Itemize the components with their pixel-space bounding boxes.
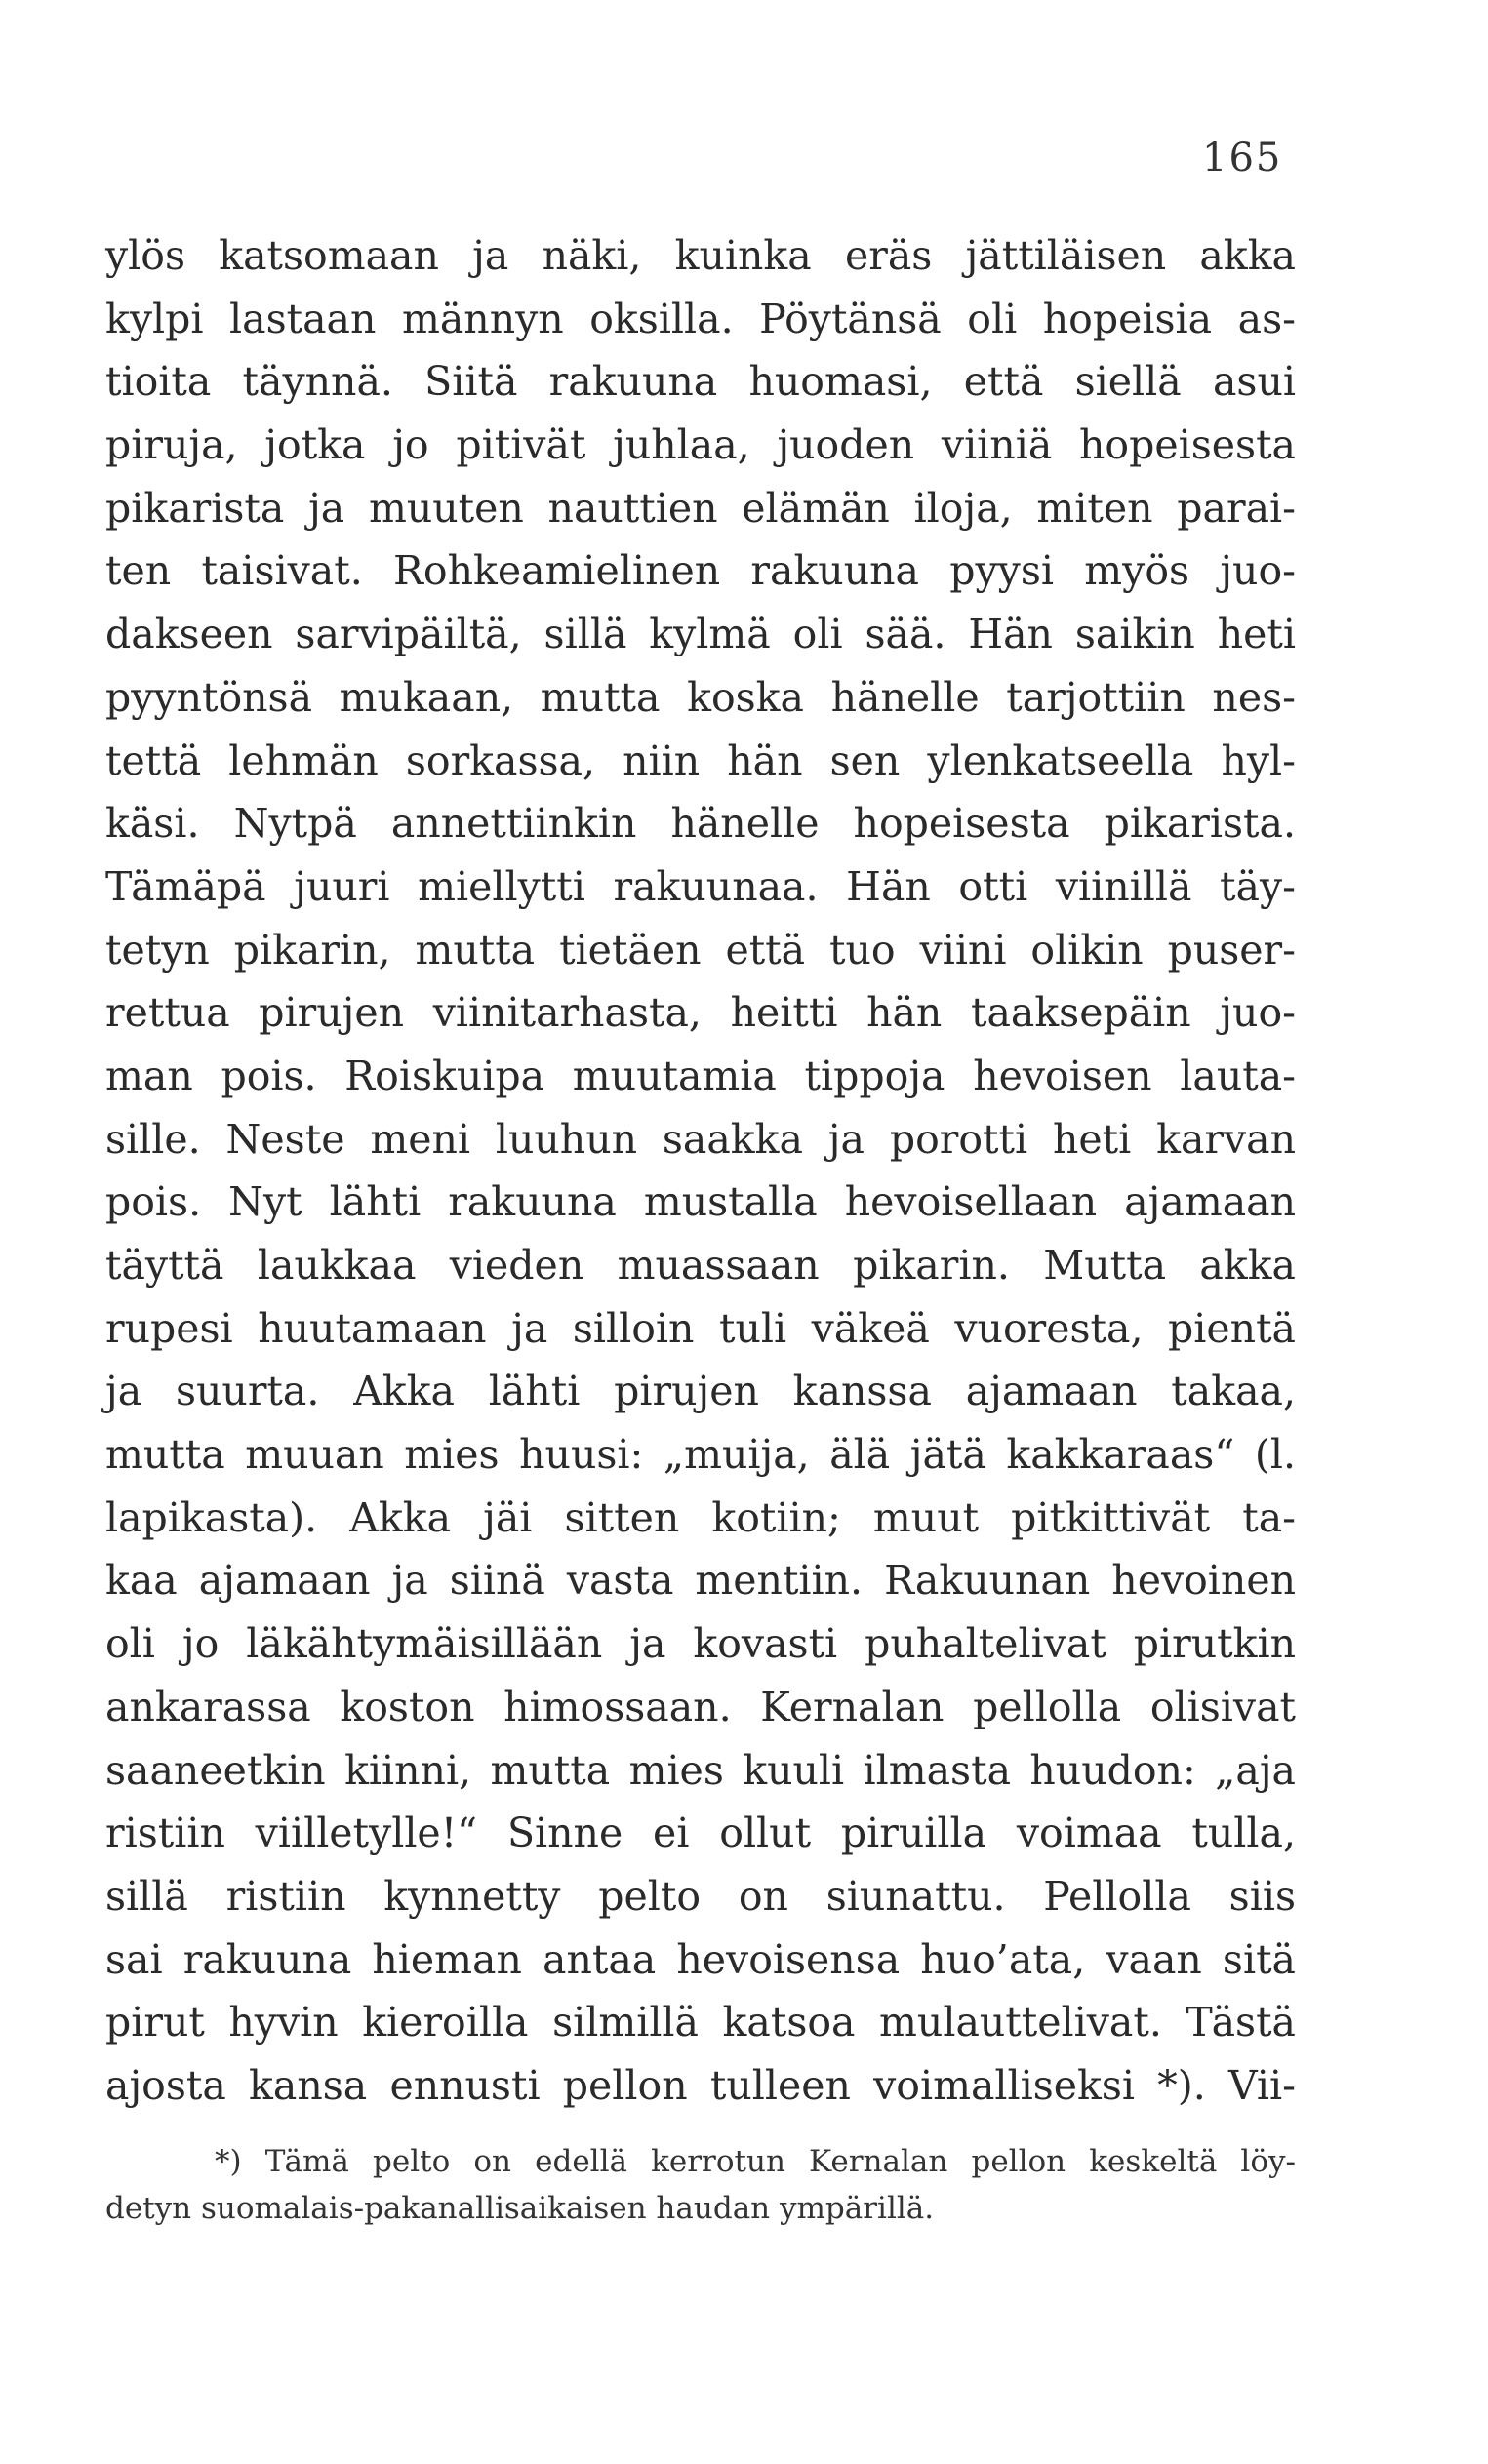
text-line: tetyn pikarin, mutta tietäen että tuo viini olikin puser- (105, 926, 1296, 974)
text-line: sille. Neste meni luuhun saakka ja porotti heti karvan (105, 1115, 1296, 1163)
text-line: pois. Nyt lähti rakuuna mustalla hevoisellaan ajamaan (105, 1178, 1296, 1226)
text-line: saaneetkin kiinni, mutta mies kuuli ilmasta huudon: „aja (105, 1746, 1296, 1794)
text-line: rettua pirujen viinitarhasta, heitti hän taaksepäin juo- (105, 989, 1296, 1037)
footnote (105, 2138, 1296, 2232)
text-line: ankarassa koston himossaan. Kernalan pellolla olisivat (105, 1683, 1296, 1730)
text-line: ylös katsomaan ja näki, kuinka eräs jättiläisen akka (105, 232, 1296, 279)
footnote-line: detyn suomalais-pakanallisaikaisen haudan ympärillä. (105, 2191, 935, 2226)
text-line: Tämäpä juuri miellytti rakuunaa. Hän otti viinillä täy- (105, 862, 1296, 910)
text-line: pyyntönsä mukaan, mutta koska hänelle tarjottiin nes- (105, 673, 1296, 721)
text-line: pirut hyvin kieroilla silmillä katsoa mulauttelivat. Tästä (105, 1999, 1296, 2047)
text-line: sai rakuuna hieman antaa hevoisensa huo’ata, vaan sitä (105, 1935, 1296, 1983)
text-line: man pois. Roiskuipa muutamia tippoja hevoisen lauta- (105, 1052, 1296, 1099)
footnote-line: *) Tämä pelto on edellä kerrotun Kernalan pellon keskeltä löy- (215, 2144, 1296, 2179)
text-line: ristiin viilletylle!“ Sinne ei ollut piruilla voimaa tulla, (105, 1809, 1296, 1857)
text-line: pikarista ja muuten nauttien elämän iloja, miten parai- (105, 484, 1296, 532)
text-line: tettä lehmän sorkassa, niin hän sen ylenkatseella hyl- (105, 736, 1296, 784)
text-line: tioita täynnä. Siitä rakuuna huomasi, että siellä asui (105, 358, 1296, 406)
text-line: oli jo läkähtymäisillään ja kovasti puhaltelivat pirutkin (105, 1620, 1296, 1668)
text-line: kaa ajamaan ja siinä vasta mentiin. Rakuunan hevoinen (105, 1557, 1296, 1605)
text-line: lapikasta). Akka jäi sitten kotiin; muut pitkittivät ta- (105, 1493, 1296, 1541)
text-line: ajosta kansa ennusti pellon tulleen voimalliseksi *). Vii- (105, 2061, 1296, 2109)
page-number: 165 (1202, 136, 1283, 180)
body-text (105, 224, 1296, 2118)
text-line: ten taisivat. Rohkeamielinen rakuuna pyysi myös juo- (105, 547, 1296, 595)
text-line: mutta muuan mies huusi: „muija, älä jätä kakkaraas“ (l. (105, 1431, 1296, 1479)
text-line: kylpi lastaan männyn oksilla. Pöytänsä oli hopeisia as- (105, 295, 1296, 342)
text-line: täyttä laukkaa vieden muassaan pikarin. Mutta akka (105, 1242, 1296, 1289)
text-line: dakseen sarvipäiltä, sillä kylmä oli sää. Hän saikin heti (105, 611, 1296, 658)
text-line: käsi. Nytpä annettiinkin hänelle hopeisesta pikarista. (105, 800, 1296, 848)
text-line: piruja, jotka jo pitivät juhlaa, juoden viiniä hopeisesta (105, 421, 1296, 469)
text-line: sillä ristiin kynnetty pelto on siunattu. Pellolla siis (105, 1872, 1296, 1920)
text-line: rupesi huutamaan ja silloin tuli väkeä vuoresta, pientä (105, 1304, 1296, 1352)
text-line: ja suurta. Akka lähti pirujen kanssa ajamaan takaa, (105, 1368, 1296, 1415)
